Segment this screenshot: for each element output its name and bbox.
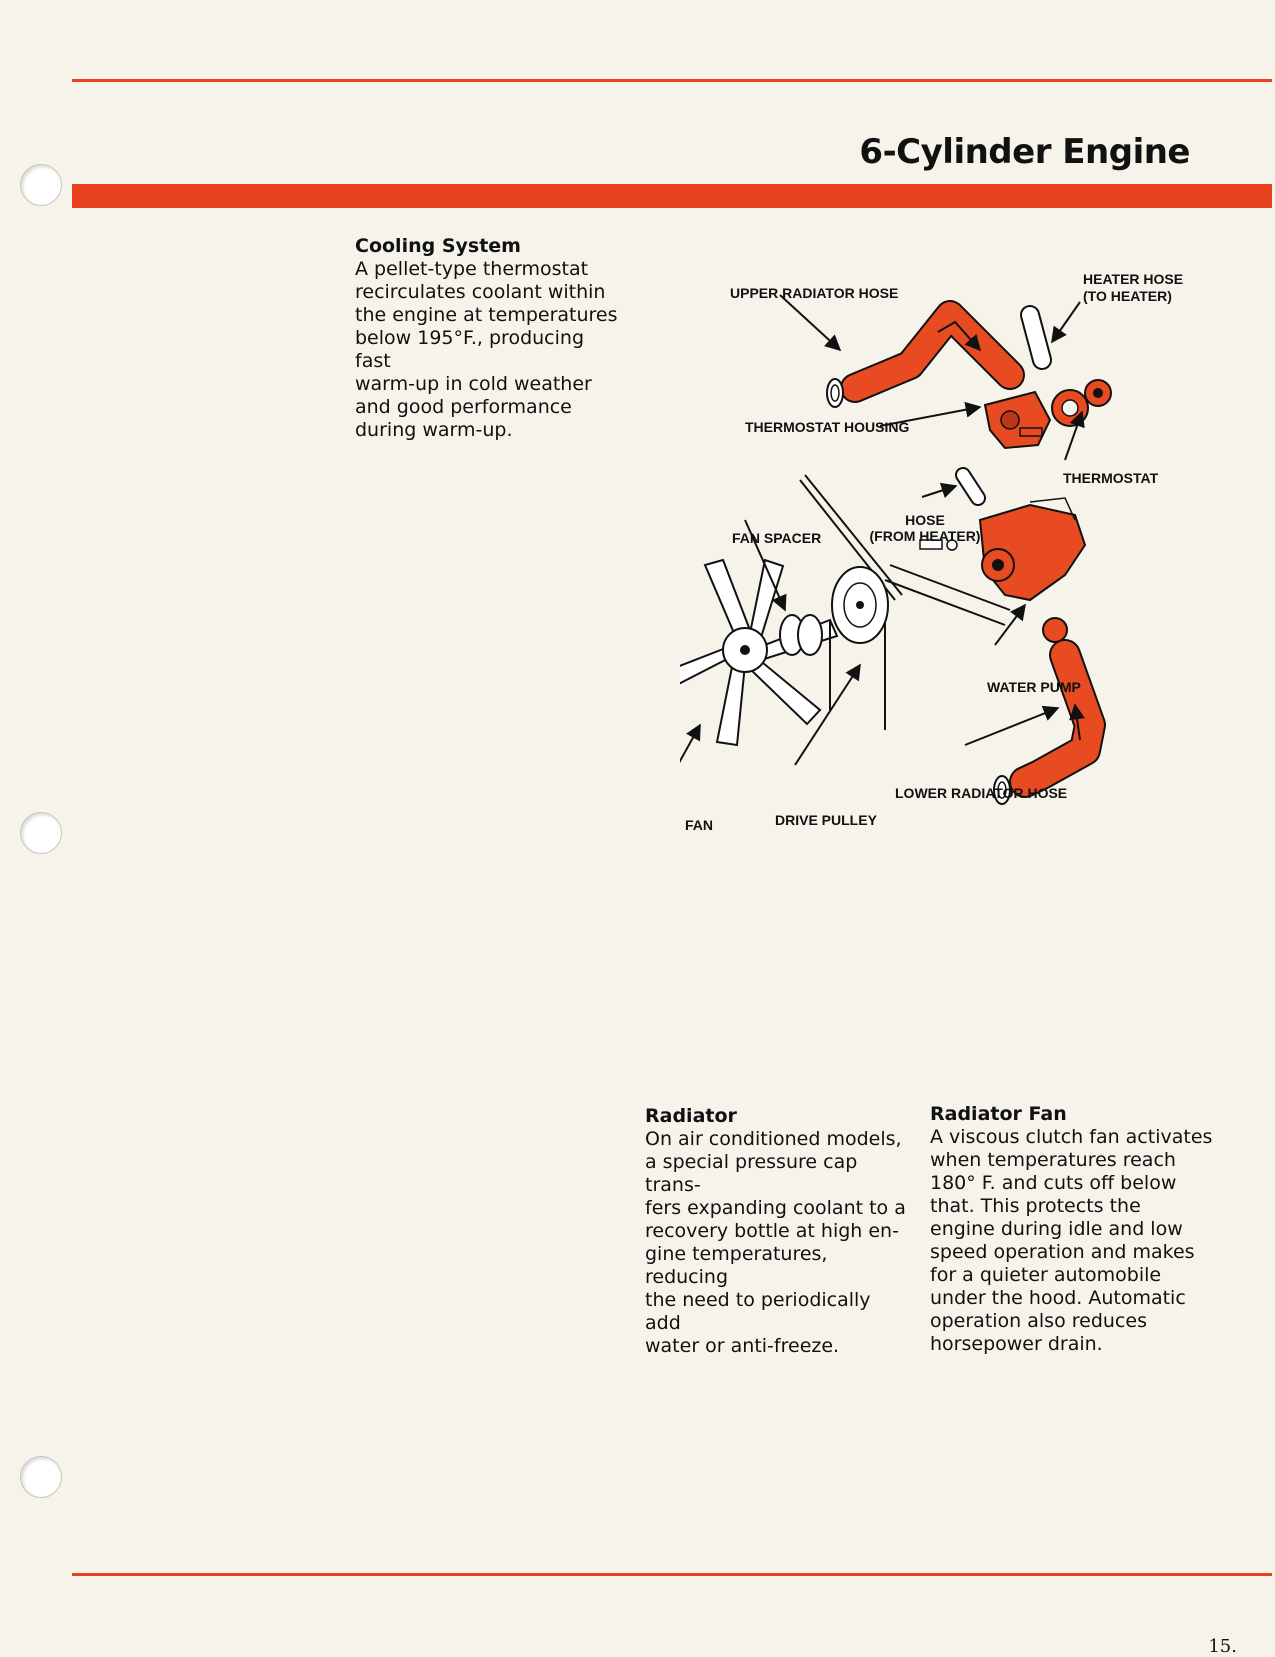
radiator-fan-section <box>930 1103 1230 1356</box>
fan-spacer-part <box>780 615 822 655</box>
label-to-heater: (TO HEATER) <box>1083 288 1172 304</box>
page-number: 15. <box>1208 1636 1237 1657</box>
bottom-rule <box>72 1573 1272 1576</box>
punch-hole <box>20 164 62 206</box>
label-heater-hose: HEATER HOSE <box>1083 271 1184 287</box>
label-drive-pulley: DRIVE PULLEY <box>775 812 877 828</box>
thermostat-part <box>1085 380 1111 406</box>
label-thermostat-housing: THERMOSTAT HOUSING <box>745 419 910 435</box>
label-fan-spacer: FAN SPACER <box>732 530 822 546</box>
lower-radiator-hose-part <box>1025 618 1090 782</box>
cooling-system-heading: Cooling System <box>355 235 521 257</box>
label-thermostat: THERMOSTAT <box>1063 470 1159 486</box>
radiator-fan-heading: Radiator Fan <box>930 1103 1067 1125</box>
label-lower-radiator-hose: LOWER RADIATOR HOSE <box>895 785 1068 801</box>
cooling-system-section <box>355 235 625 442</box>
upper-radiator-hose-part <box>855 315 1010 388</box>
cooling-system-text: A pellet-type thermostat recirculates coolant within the engine at temperatures below 195°F., producing fast warm-up in cold weather and good performance during warm-up. <box>355 258 618 441</box>
header-band <box>72 184 1272 208</box>
label-water-pump: WATER PUMP <box>987 679 1081 695</box>
radiator-fan-text: A viscous clutch fan activates when temperatures reach 180° F. and cuts off below that. This protects the engine during idle and low speed operation and makes for a quieter automobile under the hood. Automatic operation also reduces horsepower drain. <box>930 1126 1213 1355</box>
label-fan: FAN <box>685 817 713 833</box>
top-rule <box>72 79 1272 82</box>
label-from-heater: (FROM HEATER) <box>869 528 981 544</box>
punch-hole <box>20 812 62 854</box>
hose-clamp-upper <box>827 379 843 407</box>
radiator-text: On air conditioned models, a special pressure cap trans- fers expanding coolant to a recovery bottle at high en- gine temperatures, reducing the need to periodically add water or anti-freeze. <box>645 1128 906 1357</box>
label-upper-radiator-hose: UPPER RADIATOR HOSE <box>730 285 899 301</box>
radiator-section <box>645 1105 910 1358</box>
gasket-part <box>1052 390 1088 426</box>
page-title: 6-Cylinder Engine <box>859 132 1190 172</box>
thermostat-housing-part <box>985 392 1050 448</box>
hose-from-heater-part <box>963 475 978 498</box>
label-hose: HOSE <box>905 512 945 528</box>
punch-hole <box>20 1456 62 1498</box>
heater-hose-part <box>1030 315 1042 360</box>
cooling-system-diagram <box>680 270 1200 860</box>
radiator-heading: Radiator <box>645 1105 737 1127</box>
